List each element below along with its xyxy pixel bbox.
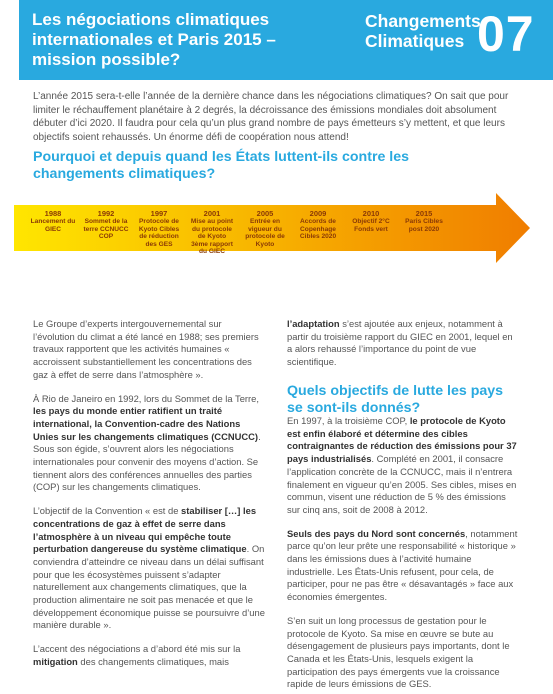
bold-text: l’adaptation: [287, 318, 340, 329]
timeline-year: 2005: [256, 209, 274, 218]
left-column: [33, 318, 265, 680]
text: . Complété en 2001, il consacre l’application concrète de la CCNUCC, mais il n’entrera finalement en vigueur qu’en 2005. Ses cibles, mises en commun, visent une réduction de 5 % des émissions sur cinq ans, soit de 2008 à 2012.: [287, 453, 517, 515]
paragraph: [287, 528, 519, 604]
text: des changements climatiques, mais: [77, 655, 229, 667]
timeline-label: Mise au point du protocole de Kyoto 3ème rapport du GIEC: [190, 218, 234, 256]
text: L’accent des négociations a d’abord été mis sur la: [33, 643, 241, 655]
timeline-item: [401, 209, 447, 233]
timeline-item: [348, 209, 394, 233]
text: . Sous son égide, s’ouvrent alors les négociations internationales pour convenir des moyens d’action. Se tiennent alors des conférences annuelles des parties (COP) sur les changements climatiques.: [33, 430, 261, 493]
bold-text: Seuls des pays du Nord sont concernés: [287, 527, 466, 539]
timeline-year: 1997: [150, 209, 168, 218]
bold-text: les pays du monde entier ratifient un traité international, la Convention-cadre des Nations Unies sur les changements climatiques (CCNUCC): [33, 405, 259, 442]
heading-why: Pourquoi et depuis quand les États luttent-ils contre les changements climatiques?: [33, 149, 410, 182]
timeline: [14, 193, 530, 263]
timeline-label: Paris Cibles post 2020: [405, 218, 443, 233]
timeline-item: [295, 209, 341, 241]
timeline-year: 2009: [309, 209, 327, 218]
timeline-item: [242, 209, 288, 248]
text: . On conviendra d’atteindre ce niveau dans un délai suffisant pour que les écosystèmes puissent s’adapter naturellement aux changements climatiques, que la production alimentaire ne soit pas menacée et que le développement économique puisse se poursuivre d’une manière durable ».: [33, 543, 265, 631]
paragraph: Le Groupe d’experts intergouvernemental sur l’évolution du climat a été lancé en 1988; ses premiers travaux rapportent que les activités humaines « accroissent substantiellement les concentrations des gaz à effet de serre dans l’atmosphère ».: [33, 318, 259, 380]
timeline-item: [136, 209, 182, 248]
paragraph: [287, 415, 519, 517]
timeline-year: 2001: [203, 209, 221, 218]
paragraph: [33, 505, 265, 632]
timeline-year: 1988: [44, 209, 62, 218]
page-title: Les négociations climatiques internationales et Paris 2015 – mission possible?: [32, 10, 276, 69]
timeline-label: Sommet de la terre CCNUCC COP: [83, 218, 129, 241]
header-banner: [19, 0, 553, 80]
timeline-year: 1992: [97, 209, 115, 218]
timeline-year: 2010: [362, 209, 380, 218]
paragraph: S’en suit un long processus de gestation pour le protocole de Kyoto. Sa mise en œuvre se bute au désengagement de plusieurs pays importants, dont le Canada et les États-Unis, lesquels exigent la participation des pays émergents vue la croissance rapide de leurs émissions de GES.: [287, 614, 510, 690]
paragraph: [33, 643, 265, 668]
timeline-item: [189, 209, 235, 256]
timeline-label: Lancement du GIEC: [30, 218, 76, 233]
text: En 1997, à la troisième COP,: [287, 415, 410, 426]
section-number: 07: [477, 6, 535, 62]
timeline-item: [83, 209, 129, 241]
bold-text: stabiliser […] les concentrations de gaz à effet de serre dans l’atmosphère à un niveau qui empêche toute perturbation dangereuse du système climatique: [33, 505, 257, 555]
timeline-year: 2015: [415, 209, 433, 218]
right-column-top: [287, 318, 519, 380]
timeline-label: Objectif 2°C Fonds vert: [352, 218, 390, 233]
intro-paragraph: L’année 2015 sera-t-elle l’année de la dernière chance dans les négociations climatiques? On sait que pour limiter le réchauffement planétaire à 2 degrés, la décroissance des émissions mondiales doit absolument débuter d’ici 2020. Il faudra pour cela qu’un plus grand nombre de pays émetteurs s’y mettent, et que leurs objectifs soient rehaussés. Un énorme défi de coopération nous attend!: [33, 91, 509, 143]
timeline-label: Protocole de Kyoto Cibles de réduction des GES: [138, 218, 180, 248]
heading-objectives: Quels objectifs de lutte les pays se sont-ils donnés?: [287, 383, 504, 416]
bold-text: le protocole de Kyoto est enfin élaboré et détermine des cibles contraignantes de réduction des émissions pour 37 pays industrialisés: [287, 415, 517, 465]
text: s’est ajoutée aux enjeux, notamment à partir du troisième rapport du GIEC en 2001, lequel en a alors rehaussé l’importance du point de vue scientifique.: [287, 318, 513, 368]
text: , notamment parce qu’on leur prête une responsabilité « historique » dans les émissions dues à l’activité humaine industrielle. Les États-Unis refusent, pour cela, de participer, pour ne pas être « désavantagés » face aux économies émergentes.: [287, 527, 518, 603]
section-name: Changements Climatiques: [365, 11, 481, 51]
timeline-label: Accords de Copenhage Cibles 2020: [299, 218, 337, 241]
right-column: [287, 415, 519, 694]
bold-text: mitigation: [33, 655, 78, 667]
paragraph: [287, 318, 519, 369]
timeline-item: [30, 209, 76, 233]
text: L’objectif de la Convention « est de: [33, 505, 182, 517]
timeline-label: Entrée en vigueur du protocole de Kyoto: [245, 218, 285, 248]
text: À Rio de Janeiro en 1992, lors du Sommet de la Terre,: [33, 392, 259, 404]
paragraph: [33, 393, 265, 495]
